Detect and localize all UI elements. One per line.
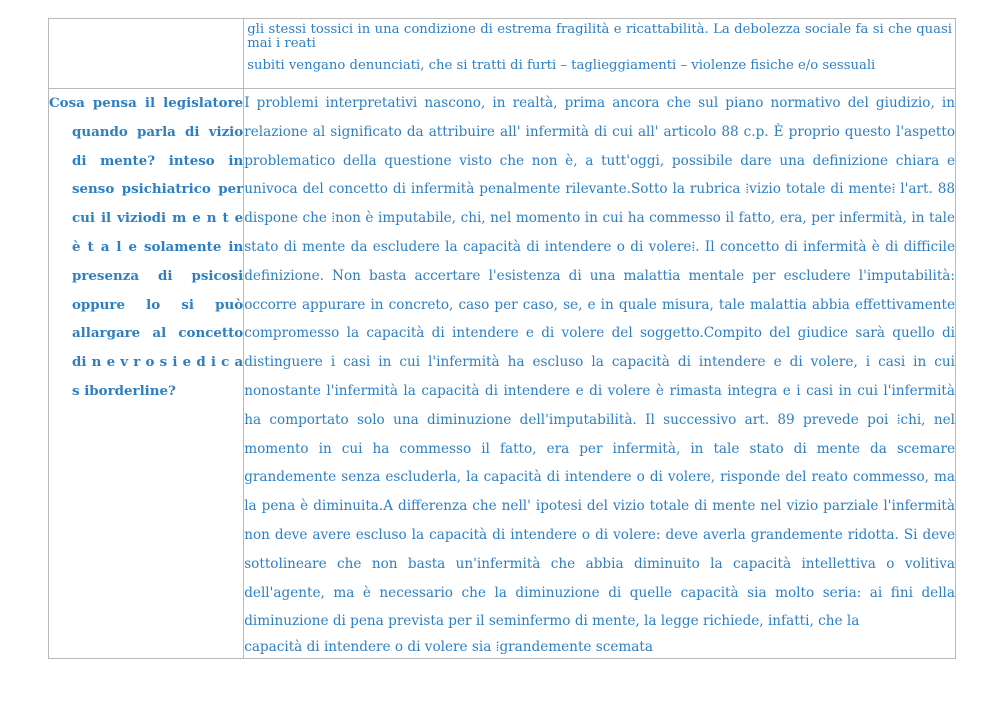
question-cell: [49, 89, 244, 659]
question-text: Cosa pensa il legislatore quando parla di vizio di mente? inteso in senso psichiatrico per cui il viziodi m e n t e è t a l e solamente in presenza di psicosi oppure lo si può allargare al concetto di n e v r o s i e d i c a s iborderline?: [49, 95, 244, 399]
table-row: [49, 19, 956, 89]
empty-cell: [49, 19, 244, 89]
paragraph: gli stessi tossici in una condizione di estrema fragilità e ricattabilità. La debolezza sociale fa si che quasi mai i reati: [247, 22, 952, 51]
answer-cell: [244, 89, 956, 659]
document-table: [48, 18, 956, 659]
table-row: [49, 89, 956, 659]
continuation-cell: [244, 19, 956, 89]
answer-tail-text: capacità di intendere o di volere sia ⁞grandemente scemata: [244, 639, 653, 656]
answer-text: I problemi interpretativi nascono, in realtà, prima ancora che sul piano normativo del giudizio, in relazione al significato da attribuire all' infermità di cui all' articolo 88 c.p. È proprio questo l'aspetto problematico della questione visto che non è, a tutt'oggi, possibile dare una definizione chiara e univoca del concetto di infermità penalmente rilevante.Sotto la rubrica ⁞vizio totale di mente⁞ l'art. 88 dispone che ⁞non è imputabile, chi, nel momento in cui ha commesso il fatto, era, per infermità, in tale stato di mente da escludere la capacità di intendere o di volere⁞. Il concetto di infermità è di difficile definizione. Non basta accertare l'esistenza di una malattia mentale per escludere l'imputabilità: occorre appurare in concreto, caso per caso, se, e in quale misura, tale malattia abbia effettivamente compromesso la capacità di intendere e di volere del soggetto.Compito del giudice sarà quello di distinguere i casi in cui l'infermità ha escluso la capacità di intendere e di volere, i casi in cui nonostante l'infermità la capacità di intendere e di volere è rimasta integra e i casi in cui l'infermità ha comportato solo una diminuzione dell'imputabilità. Il successivo art. 89 prevede poi ⁞chi, nel momento in cui ha commesso il fatto, era per infermità, in tale stato di mente da scemare grandemente senza escluderla, la capacità di intendere o di volere, risponde del reato commesso, ma la pena è diminuita.A differenza che nell' ipotesi del vizio totale di mente nel vizio parziale l'infermità non deve avere escluso la capacità di intendere o di volere: deve averla grandemente ridotta. Si deve sottolineare che non basta un'infermità che abbia diminuito la capacità intellettiva o volitiva dell'agente, ma è necessario che la diminuzione di quelle capacità sia molto seria: ai fini della diminuzione di pena prevista per il seminfermo di mente, la legge richiede, infatti, che la: [244, 95, 955, 630]
paragraph: subiti vengano denunciati, che si tratti di furti – taglieggiamenti – violenze fisiche e/o sessuali: [247, 58, 876, 73]
